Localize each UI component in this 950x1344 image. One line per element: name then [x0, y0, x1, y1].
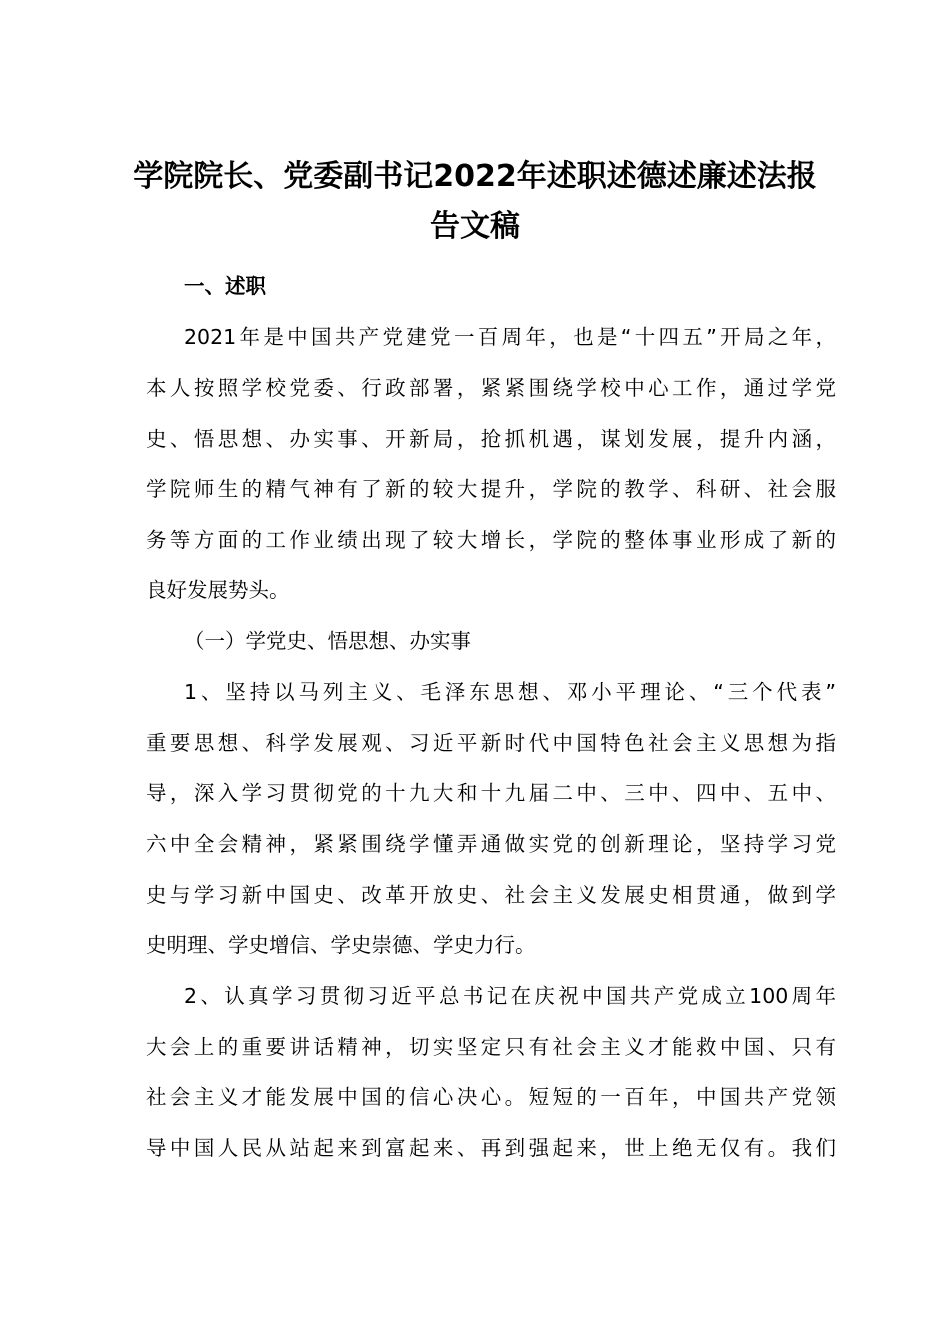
item1-line-3: 导，深入学习贯彻党的十九大和十九届二中、三中、四中、五中、 [146, 781, 836, 805]
item2-line-1: 2、认真学习贯彻习近平总书记在庆祝中国共产党成立100周年 [184, 984, 836, 1008]
item1-line-1: 1、坚持以马列主义、毛泽东思想、邓小平理论、“三个代表” [184, 680, 836, 704]
paragraph1-line-6: 良好发展势头。 [146, 578, 290, 602]
subheading: （一）学党史、悟思想、办实事 [184, 629, 471, 653]
item1-line-5: 史与学习新中国史、改革开放史、社会主义发展史相贯通，做到学 [146, 883, 836, 907]
item1-line-6: 史明理、学史增信、学史崇德、学史力行。 [146, 933, 536, 957]
paragraph1-line-1: 2021年是中国共产党建党一百周年，也是“十四五”开局之年， [184, 325, 836, 349]
paragraph1-line-4: 学院师生的精气神有了新的较大提升，学院的教学、科研、社会服 [146, 477, 836, 501]
document-title-line-2: 告文稿 [430, 209, 520, 244]
item1-line-4: 六中全会精神，紧紧围绕学懂弄通做实党的创新理论，坚持学习党 [146, 832, 836, 856]
section-heading: 一、述职 [184, 274, 266, 298]
item1-line-2: 重要思想、科学发展观、习近平新时代中国特色社会主义思想为指 [146, 731, 836, 755]
paragraph1-line-2: 本人按照学校党委、行政部署，紧紧围绕学校中心工作，通过学党 [146, 376, 836, 400]
document-title-line-1: 学院院长、党委副书记2022年述职述德述廉述法报 [133, 159, 817, 194]
paragraph1-line-5: 务等方面的工作业绩出现了较大增长，学院的整体事业形成了新的 [146, 528, 836, 552]
item2-line-2: 大会上的重要讲话精神，切实坚定只有社会主义才能救中国、只有 [146, 1035, 836, 1059]
paragraph1-line-3: 史、悟思想、办实事、开新局，抢抓机遇，谋划发展，提升内涵， [146, 427, 836, 451]
item2-line-4: 导中国人民从站起来到富起来、再到强起来，世上绝无仅有。我们 [146, 1136, 836, 1160]
item2-line-3: 社会主义才能发展中国的信心决心。短短的一百年，中国共产党领 [146, 1085, 836, 1109]
